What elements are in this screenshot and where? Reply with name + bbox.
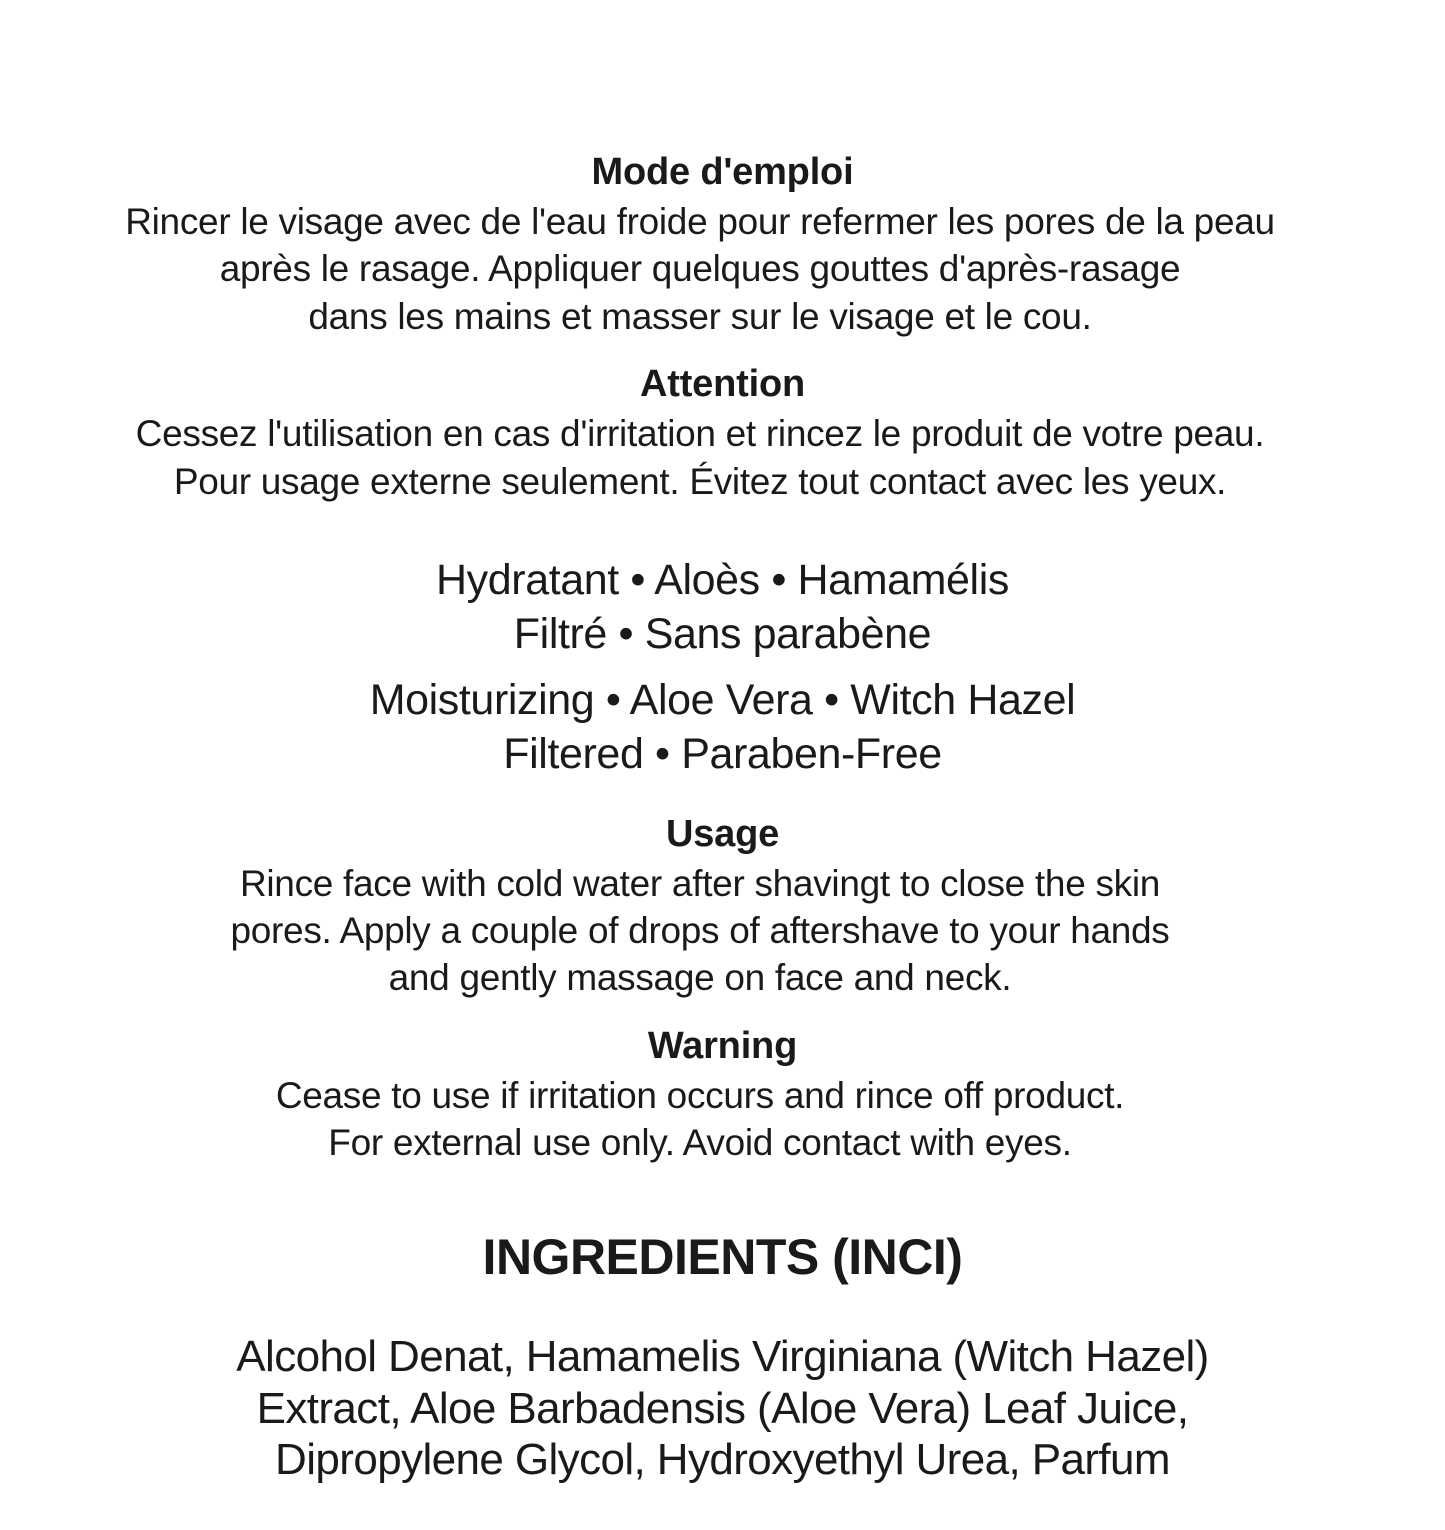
mode-demploi-body — [120, 198, 1280, 340]
section-mode-demploi — [120, 150, 1325, 340]
warning-heading: Warning — [647, 1024, 798, 1067]
ingredients-line-2: Extract, Aloe Barbadensis (Aloe Vera) Leaf Juice, — [256, 1383, 1189, 1433]
section-attention — [120, 362, 1325, 505]
warning-body — [120, 1072, 1280, 1167]
ingredients-line-1: Alcohol Denat, Hamamelis Virginiana (Witch Hazel) — [236, 1331, 1209, 1381]
usage-line-2: pores. Apply a couple of drops of aftershave to your hands — [230, 910, 1170, 952]
mode-demploi-heading: Mode d'emploi — [591, 151, 854, 193]
ingredients-body — [120, 1331, 1325, 1487]
section-features — [120, 553, 1325, 782]
warning-line-1: Cease to use if irritation occurs and rince off product. — [275, 1074, 1125, 1116]
usage-body — [120, 860, 1280, 1002]
warning-line-2: For external use only. Avoid contact with eyes. — [328, 1122, 1072, 1164]
features-french-line-2: Filtré • Sans parabène — [513, 610, 932, 659]
usage-line-3: and gently massage on face and neck. — [388, 957, 1012, 999]
attention-line-1: Cessez l'utilisation en cas d'irritation et rincez le produit de votre peau. — [135, 413, 1265, 455]
mode-demploi-line-3: dans les mains et masser sur le visage et le cou. — [308, 295, 1092, 337]
section-ingredients — [120, 1189, 1325, 1530]
attention-body — [120, 410, 1280, 505]
mode-demploi-line-2: après le rasage. Appliquer quelques gouttes d'après-rasage — [219, 248, 1181, 290]
features-english — [120, 673, 1325, 781]
mode-demploi-line-1: Rincer le visage avec de l'eau froide pour refermer les pores de la peau — [125, 201, 1275, 243]
section-warning — [120, 1024, 1325, 1167]
features-french-line-1: Hydratant • Aloès • Hamamélis — [436, 555, 1009, 604]
attention-heading: Attention — [640, 363, 805, 406]
usage-line-1: Rince face with cold water after shavingt to close the skin — [239, 862, 1161, 904]
section-usage — [120, 812, 1325, 1002]
ingredients-line-3: Dipropylene Glycol, Hydroxyethyl Urea, Parfum — [275, 1435, 1170, 1485]
ingredients-heading: INGREDIENTS (INCI) — [482, 1228, 963, 1285]
features-english-line-2: Filtered • Paraben-Free — [503, 730, 942, 779]
attention-line-2: Pour usage externe seulement. Évitez tout contact avec les yeux. — [173, 460, 1227, 502]
features-english-line-1: Moisturizing • Aloe Vera • Witch Hazel — [369, 676, 1076, 725]
usage-heading: Usage — [665, 812, 780, 855]
features-french — [120, 553, 1325, 661]
